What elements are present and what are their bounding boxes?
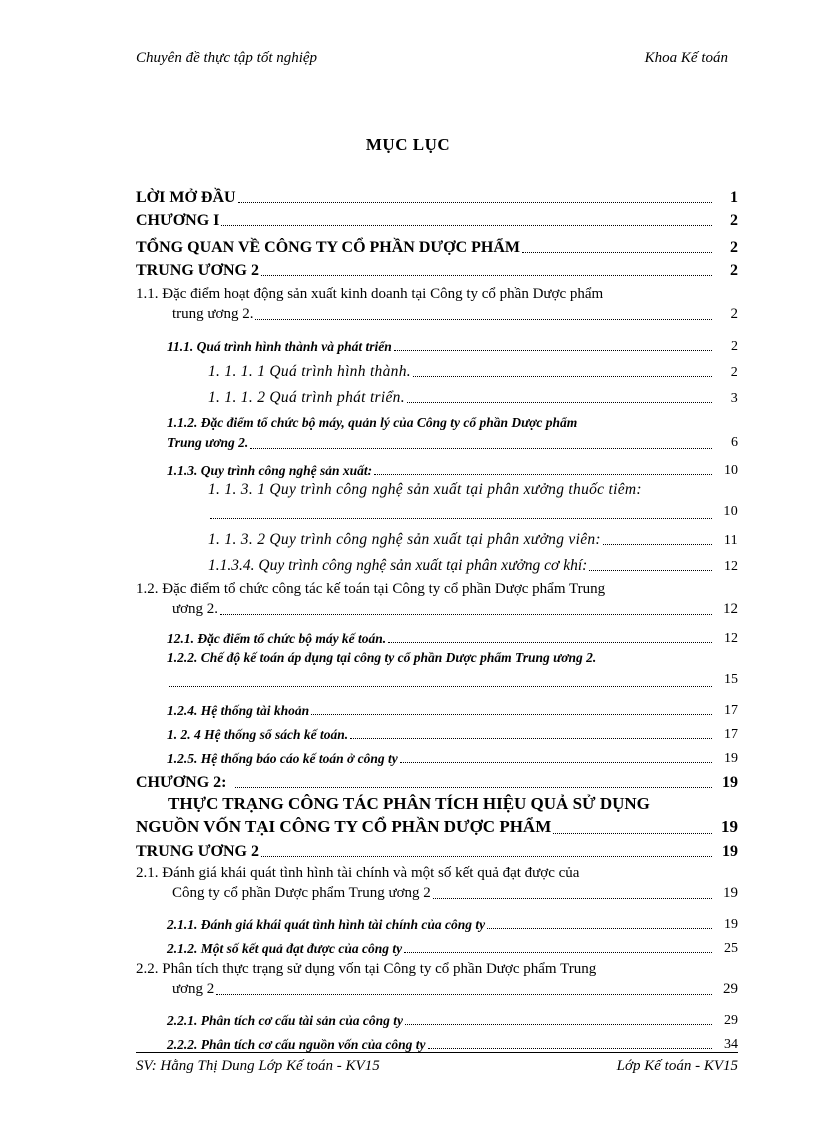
- toc-entry: 1.2.4. Hệ thống tài khoản 17: [167, 703, 738, 718]
- toc-entry: TỔNG QUAN VỀ CÔNG TY CỔ PHẦN DƯỢC PHẨM 2: [136, 239, 738, 256]
- toc-entry: TRUNG ƯƠNG 2 2: [136, 262, 738, 279]
- toc-entry: 1. 1. 1. 2 Quá trình phát triển. 3: [208, 389, 738, 406]
- header-left: Chuyên đề thực tập tốt nghiệp: [136, 50, 318, 66]
- toc-entry: TRUNG ƯƠNG 2 19: [136, 843, 738, 860]
- toc-entry: 1.1.3.4. Quy trình công nghệ sản xuất tại phân xưởng cơ khí: 12: [208, 557, 738, 574]
- footer-divider: [136, 1052, 738, 1053]
- toc-entry: 2.1. Đánh giá khái quát tình hình tài chính và một số kết quả đạt được của Công ty cổ phần Dược phẩm Trung ương 2 19: [136, 865, 738, 901]
- page-title: MỤC LỤC: [365, 135, 451, 154]
- table-of-contents: [136, 184, 738, 1053]
- footer-right: Lớp Kế toán - KV15: [616, 1058, 738, 1074]
- toc-entry: 1. 1. 3. 2 Quy trình công nghệ sản xuất tại phân xưởng viên: 11: [208, 531, 738, 548]
- toc-entry: 2.1.2. Một số kết quả đạt được của công ty 25: [167, 941, 738, 956]
- toc-entry: LỜI MỞ ĐẦU 1: [136, 189, 738, 206]
- toc-entry: CHƯƠNG 2: 19: [136, 774, 738, 791]
- toc-entry: 2.2. Phân tích thực trạng sử dụng vốn tại Công ty cổ phần Dược phẩm Trung ương 2 29: [136, 961, 738, 997]
- toc-entry: 1. 1. 1. 1 Quá trình hình thành. 2: [208, 363, 738, 380]
- toc-entry: 1. 2. 4 Hệ thống sổ sách kế toán. 17: [167, 727, 738, 742]
- toc-entry: 1.1.3. Quy trình công nghệ sản xuất: 10: [167, 463, 738, 478]
- toc-entry: 1. 1. 3. 1 Quy trình công nghệ sản xuất tại phân xưởng thuốc tiêm: 10: [208, 481, 738, 519]
- header-right: Khoa Kế toán: [644, 50, 728, 66]
- toc-entry: THỰC TRẠNG CÔNG TÁC PHÂN TÍCH HIỆU QUẢ SỬ DỤNG NGUỒN VỐN TẠI CÔNG TY CỔ PHẦN DƯỢC PHẨM 19: [136, 794, 738, 836]
- toc-entry: 1.2.2. Chế độ kế toán áp dụng tại công ty cổ phần Dược phẩm Trung ương 2. 15: [167, 650, 738, 687]
- footer-left: SV: Hằng Thị Dung Lớp Kế toán - KV15: [136, 1058, 380, 1074]
- toc-entry: 1.1. Đặc điểm hoạt động sản xuất kinh doanh tại Công ty cổ phần Dược phẩm trung ương 2. 2: [136, 286, 738, 322]
- toc-entry: 2.2.1. Phân tích cơ cấu tài sản của công ty 29: [167, 1013, 738, 1028]
- toc-entry: 11.1. Quá trình hình thành và phát triển 2: [167, 339, 738, 354]
- toc-entry: CHƯƠNG I 2: [136, 212, 738, 229]
- toc-entry: 1.2.5. Hệ thống báo cáo kế toán ở công ty 19: [167, 751, 738, 766]
- toc-entry: 1.2. Đặc điểm tổ chức công tác kế toán tại Công ty cổ phần Dược phẩm Trung ương 2. 12: [136, 581, 738, 617]
- toc-entry: 2.2.2. Phân tích cơ cấu nguồn vốn của công ty 34: [167, 1037, 738, 1052]
- toc-entry: 12.1. Đặc điểm tổ chức bộ máy kế toán. 12: [167, 631, 738, 646]
- toc-entry: 2.1.1. Đánh giá khái quát tình hình tài chính của công ty 19: [167, 917, 738, 932]
- toc-entry: 1.1.2. Đặc điểm tổ chức bộ máy, quản lý của Công ty cổ phần Dược phẩm Trung ương 2. 6: [167, 415, 738, 450]
